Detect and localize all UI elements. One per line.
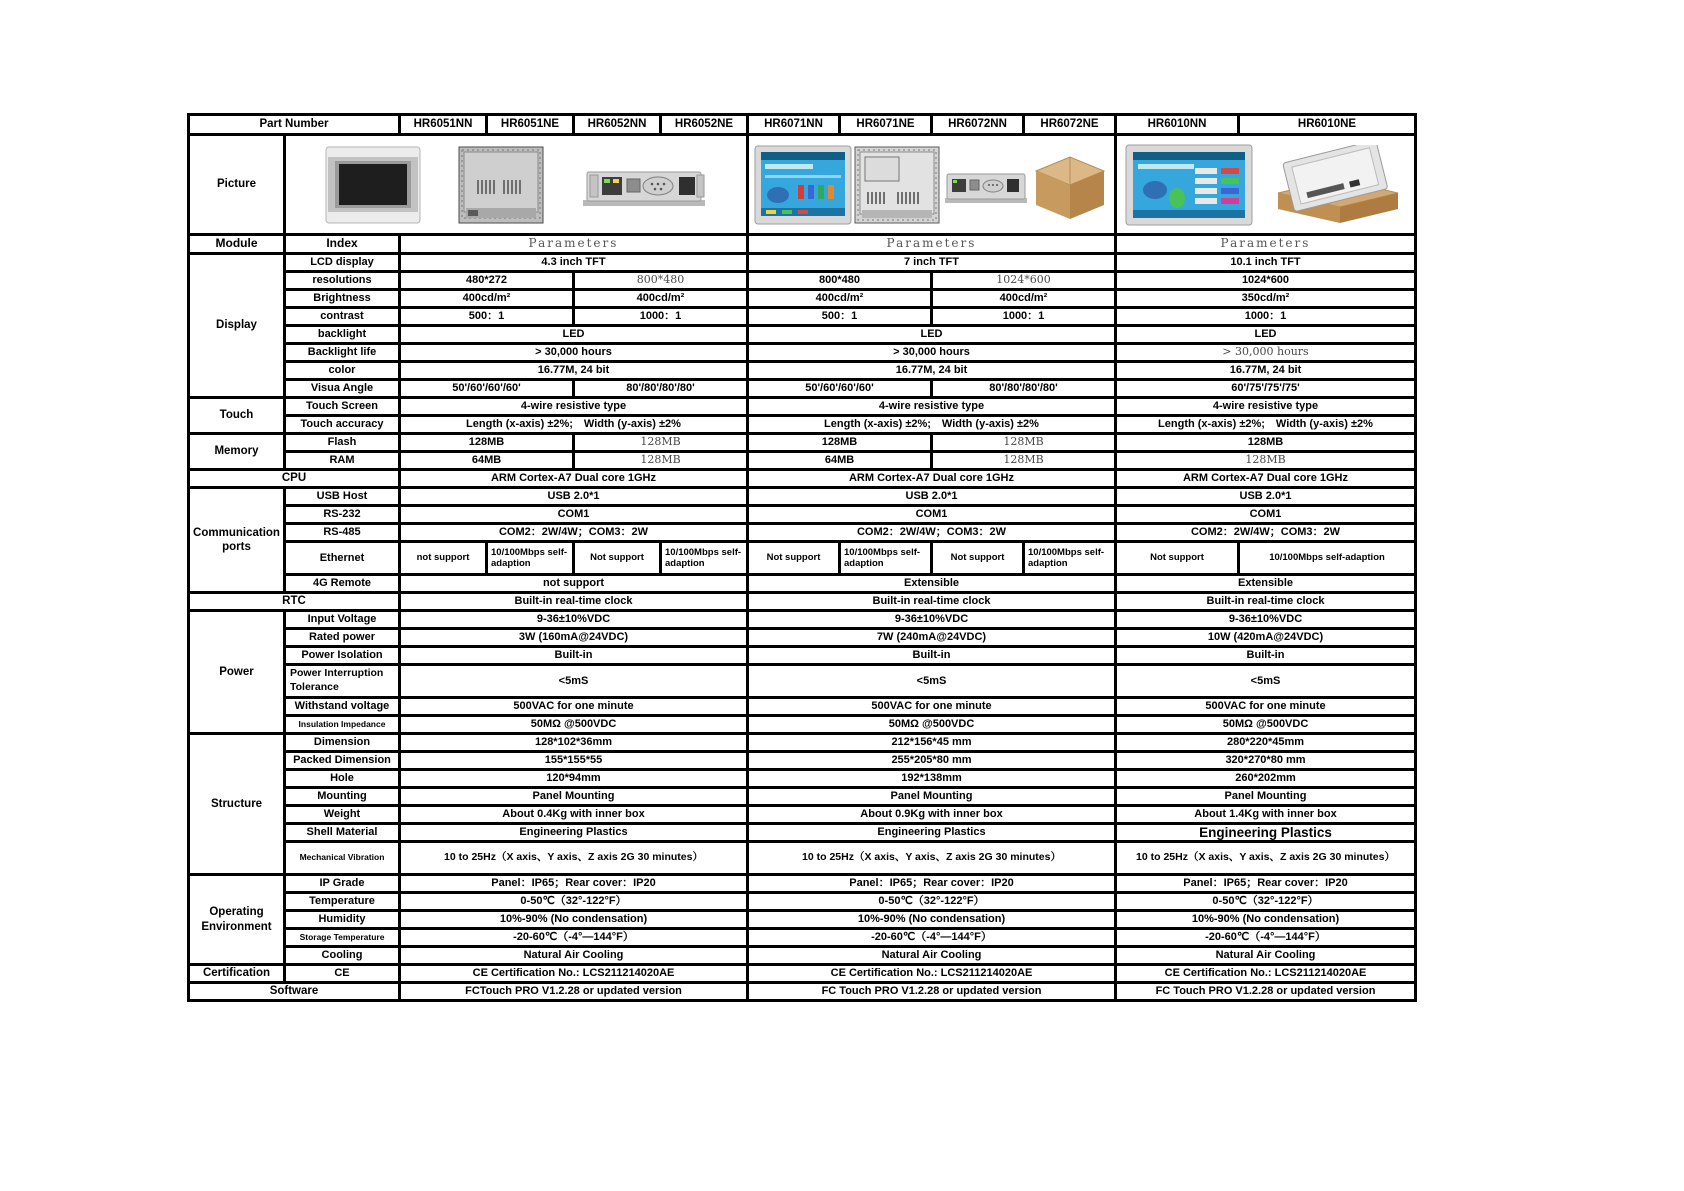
value-cooling-g2-c1: Natural Air Cooling — [749, 948, 1114, 963]
value-visua-angle-g2-c2: 80'/80'/80'/80' — [933, 381, 1114, 396]
value-packed-dimension-g2-c1: 255*205*80 mm — [749, 753, 1114, 768]
picture-cell-group1 — [286, 136, 746, 233]
value-ethernet-g1-c3: Not support — [575, 543, 659, 573]
value-resolutions-g1-c2: 800*480 — [575, 273, 746, 288]
value-backlight-g3-c1: LED — [1117, 327, 1414, 342]
row-label-power-interruption-tolerance: Power Interruption Tolerance — [286, 666, 398, 696]
row-label-hole: Hole — [286, 771, 398, 786]
picture-cell-group2 — [749, 136, 1114, 233]
value-humidity-g3-c1: 10%-90% (No condensation) — [1117, 912, 1414, 927]
value-touch-accuracy-g2-c1: Length (x-axis) ±2%; Width (y-axis) ±2% — [749, 417, 1114, 432]
photo-hmi-10-1-on-packing-box — [1260, 145, 1406, 225]
row-label-insulation-impedance: Insulation Impedance — [286, 717, 398, 732]
part-number-hr6010ne: HR6010NE — [1240, 116, 1414, 133]
spec-row-rated-power — [190, 630, 1414, 645]
value-ce-g1-c1: CE Certification No.: LCS211214020AE — [401, 966, 746, 981]
photo-packing-box — [1031, 149, 1109, 221]
spec-row-touch-accuracy — [190, 417, 1414, 432]
value-resolutions-g1-c1: 480*272 — [401, 273, 572, 288]
spec-row-ip-grade — [190, 876, 1414, 891]
picture-row — [190, 136, 1414, 233]
spec-row-4g-remote — [190, 576, 1414, 591]
value-color-g1-c1: 16.77M, 24 bit — [401, 363, 746, 378]
value-storage-temperature-g3-c1: -20-60℃（-4°—144°F） — [1117, 930, 1414, 945]
row-label-withstand-voltage: Withstand voltage — [286, 699, 398, 714]
row-label-cpu: CPU — [190, 471, 398, 486]
value-visua-angle-g1-c2: 80'/80'/80'/80' — [575, 381, 746, 396]
value-ce-g3-c1: CE Certification No.: LCS211214020AE — [1117, 966, 1414, 981]
value-backlight-g1-c1: LED — [401, 327, 746, 342]
value-ip-grade-g3-c1: Panel：IP65；Rear cover：IP20 — [1117, 876, 1414, 891]
columns-header-row — [190, 236, 1414, 252]
spec-row-packed-dimension — [190, 753, 1414, 768]
value-color-g2-c1: 16.77M, 24 bit — [749, 363, 1114, 378]
value-ethernet-g2-c4: 10/100Mbps self-adaption — [1025, 543, 1114, 573]
row-label-usb-host: USB Host — [286, 489, 398, 504]
spec-table — [187, 113, 1417, 1002]
spec-row-ram — [190, 453, 1414, 468]
value-insulation-impedance-g1-c1: 50MΩ @500VDC — [401, 717, 746, 732]
value-ethernet-g1-c4: 10/100Mbps self-adaption — [662, 543, 746, 573]
value-cooling-g1-c1: Natural Air Cooling — [401, 948, 746, 963]
value-mechanical-vibration-g2-c1: 10 to 25Hz（X axis、Y axis、Z axis 2G 30 minutes） — [749, 843, 1114, 873]
value-ram-g3-c1: 128MB — [1117, 453, 1414, 468]
value-backlight-life-g2-c1: > 30,000 hours — [749, 345, 1114, 360]
value-dimension-g1-c1: 128*102*36mm — [401, 735, 746, 750]
value-usb-host-g1-c1: USB 2.0*1 — [401, 489, 746, 504]
value-rs-485-g1-c1: COM2：2W/4W；COM3：2W — [401, 525, 746, 540]
spec-row-power-isolation — [190, 648, 1414, 663]
row-label-4g-remote: 4G Remote — [286, 576, 398, 591]
value-software-g3-c1: FC Touch PRO V1.2.28 or updated version — [1117, 984, 1414, 999]
value-4g-remote-g2-c1: Extensible — [749, 576, 1114, 591]
value-4g-remote-g1-c1: not support — [401, 576, 746, 591]
spec-row-touch-screen — [190, 399, 1414, 414]
row-label-ce: CE — [286, 966, 398, 981]
row-label-ram: RAM — [286, 453, 398, 468]
value-temperature-g1-c1: 0-50℃（32°-122°F） — [401, 894, 746, 909]
value-lcd-display-g2-c1: 7 inch TFT — [749, 255, 1114, 270]
value-rs-232-g1-c1: COM1 — [401, 507, 746, 522]
value-ethernet-g1-c2: 10/100Mbps self-adaption — [488, 543, 572, 573]
value-touch-screen-g3-c1: 4-wire resistive type — [1117, 399, 1414, 414]
row-label-touch-accuracy: Touch accuracy — [286, 417, 398, 432]
row-label-dimension: Dimension — [286, 735, 398, 750]
value-rated-power-g2-c1: 7W (240mA@24VDC) — [749, 630, 1114, 645]
row-label-backlight: backlight — [286, 327, 398, 342]
spec-row-visua-angle — [190, 381, 1414, 396]
row-label-flash: Flash — [286, 435, 398, 450]
value-ethernet-g2-c1: Not support — [749, 543, 838, 573]
value-flash-g3-c1: 128MB — [1117, 435, 1414, 450]
value-lcd-display-g1-c1: 4.3 inch TFT — [401, 255, 746, 270]
spec-row-weight — [190, 807, 1414, 822]
part-number-hr6071nn: HR6071NN — [749, 116, 838, 133]
value-input-voltage-g3-c1: 9-36±10%VDC — [1117, 612, 1414, 627]
value-shell-material-g2-c1: Engineering Plastics — [749, 825, 1114, 840]
module-cell-touch: Touch — [190, 399, 283, 432]
value-packed-dimension-g3-c1: 320*270*80 mm — [1117, 753, 1414, 768]
row-label-software: Software — [190, 984, 398, 999]
value-rs-232-g2-c1: COM1 — [749, 507, 1114, 522]
value-software-g2-c1: FC Touch PRO V1.2.28 or updated version — [749, 984, 1114, 999]
spec-row-humidity — [190, 912, 1414, 927]
value-cooling-g3-c1: Natural Air Cooling — [1117, 948, 1414, 963]
value-hole-g1-c1: 120*94mm — [401, 771, 746, 786]
row-label-temperature: Temperature — [286, 894, 398, 909]
value-rs-485-g3-c1: COM2：2W/4W；COM3：2W — [1117, 525, 1414, 540]
spec-row-cpu — [190, 471, 1414, 486]
part-number-hr6072nn: HR6072NN — [933, 116, 1022, 133]
value-ram-g2-c2: 128MB — [933, 453, 1114, 468]
spec-row-mechanical-vibration — [190, 843, 1414, 873]
spec-row-backlight-life — [190, 345, 1414, 360]
row-label-touch-screen: Touch Screen — [286, 399, 398, 414]
spec-row-contrast — [190, 309, 1414, 324]
value-ethernet-g1-c1: not support — [401, 543, 485, 573]
value-rs-232-g3-c1: COM1 — [1117, 507, 1414, 522]
value-mounting-g3-c1: Panel Mounting — [1117, 789, 1414, 804]
value-ethernet-g3-c2: 10/100Mbps self-adaption — [1240, 543, 1414, 573]
value-ethernet-g3-c1: Not support — [1117, 543, 1237, 573]
value-touch-screen-g1-c1: 4-wire resistive type — [401, 399, 746, 414]
value-input-voltage-g2-c1: 9-36±10%VDC — [749, 612, 1114, 627]
row-label-shell-material: Shell Material — [286, 825, 398, 840]
value-flash-g2-c1: 128MB — [749, 435, 930, 450]
part-number-hr6051nn: HR6051NN — [401, 116, 485, 133]
value-touch-screen-g2-c1: 4-wire resistive type — [749, 399, 1114, 414]
spec-row-lcd-display — [190, 255, 1414, 270]
module-header: Module — [190, 236, 283, 252]
value-weight-g2-c1: About 0.9Kg with inner box — [749, 807, 1114, 822]
value-rated-power-g3-c1: 10W (420mA@24VDC) — [1117, 630, 1414, 645]
value-touch-accuracy-g1-c1: Length (x-axis) ±2%; Width (y-axis) ±2% — [401, 417, 746, 432]
row-label-power-isolation: Power Isolation — [286, 648, 398, 663]
value-contrast-g3-c1: 1000：1 — [1117, 309, 1414, 324]
value-mechanical-vibration-g3-c1: 10 to 25Hz（X axis、Y axis、Z axis 2G 30 minutes） — [1117, 843, 1414, 873]
photo-strip-group1 — [288, 146, 744, 224]
spec-row-dimension — [190, 735, 1414, 750]
value-humidity-g1-c1: 10%-90% (No condensation) — [401, 912, 746, 927]
value-mechanical-vibration-g1-c1: 10 to 25Hz（X axis、Y axis、Z axis 2G 30 minutes） — [401, 843, 746, 873]
module-cell-memory: Memory — [190, 435, 283, 468]
photo-hmi-4-3-front-view — [325, 146, 421, 224]
parameters-header-g1: Parameters — [401, 236, 746, 252]
value-rs-485-g2-c1: COM2：2W/4W；COM3：2W — [749, 525, 1114, 540]
row-label-brightness: Brightness — [286, 291, 398, 306]
value-usb-host-g3-c1: USB 2.0*1 — [1117, 489, 1414, 504]
row-label-rtc: RTC — [190, 594, 398, 609]
row-label-rs-485: RS-485 — [286, 525, 398, 540]
spec-row-resolutions — [190, 273, 1414, 288]
part-number-header-row — [190, 116, 1414, 133]
value-withstand-voltage-g2-c1: 500VAC for one minute — [749, 699, 1114, 714]
value-visua-angle-g1-c1: 50'/60'/60'/60' — [401, 381, 572, 396]
value-rated-power-g1-c1: 3W (160mA@24VDC) — [401, 630, 746, 645]
value-ethernet-g2-c3: Not support — [933, 543, 1022, 573]
value-insulation-impedance-g3-c1: 50MΩ @500VDC — [1117, 717, 1414, 732]
row-label-packed-dimension: Packed Dimension — [286, 753, 398, 768]
row-label-rs-232: RS-232 — [286, 507, 398, 522]
value-resolutions-g3-c1: 1024*600 — [1117, 273, 1414, 288]
value-ram-g2-c1: 64MB — [749, 453, 930, 468]
value-contrast-g1-c1: 500：1 — [401, 309, 572, 324]
value-brightness-g3-c1: 350cd/m² — [1117, 291, 1414, 306]
row-label-mechanical-vibration: Mechanical Vibration — [286, 843, 398, 873]
value-temperature-g2-c1: 0-50℃（32°-122°F） — [749, 894, 1114, 909]
value-dimension-g3-c1: 280*220*45mm — [1117, 735, 1414, 750]
value-flash-g1-c2: 128MB — [575, 435, 746, 450]
module-cell-structure: Structure — [190, 735, 283, 873]
picture-label: Picture — [190, 136, 283, 233]
value-dimension-g2-c1: 212*156*45 mm — [749, 735, 1114, 750]
value-ip-grade-g2-c1: Panel：IP65；Rear cover：IP20 — [749, 876, 1114, 891]
value-power-interruption-tolerance-g3-c1: <5mS — [1117, 666, 1414, 696]
value-storage-temperature-g2-c1: -20-60℃（-4°—144°F） — [749, 930, 1114, 945]
row-label-resolutions: resolutions — [286, 273, 398, 288]
value-rtc-g2-c1: Built-in real-time clock — [749, 594, 1114, 609]
row-label-color: color — [286, 363, 398, 378]
value-color-g3-c1: 16.77M, 24 bit — [1117, 363, 1414, 378]
value-ethernet-g2-c2: 10/100Mbps self-adaption — [841, 543, 930, 573]
row-label-humidity: Humidity — [286, 912, 398, 927]
value-power-isolation-g2-c1: Built-in — [749, 648, 1114, 663]
value-power-interruption-tolerance-g1-c1: <5mS — [401, 666, 746, 696]
row-label-weight: Weight — [286, 807, 398, 822]
row-label-ethernet: Ethernet — [286, 543, 398, 573]
part-number-hr6072ne: HR6072NE — [1025, 116, 1114, 133]
value-storage-temperature-g1-c1: -20-60℃（-4°—144°F） — [401, 930, 746, 945]
value-power-isolation-g3-c1: Built-in — [1117, 648, 1414, 663]
spec-row-ethernet — [190, 543, 1414, 573]
value-visua-angle-g3-c1: 60'/75'/75'/75' — [1117, 381, 1414, 396]
value-usb-host-g2-c1: USB 2.0*1 — [749, 489, 1114, 504]
value-visua-angle-g2-c1: 50'/60'/60'/60' — [749, 381, 930, 396]
photo-hmi-7-side-ports-view — [943, 154, 1029, 216]
row-label-ip-grade: IP Grade — [286, 876, 398, 891]
part-number-label: Part Number — [190, 116, 398, 133]
picture-cell-group3 — [1117, 136, 1414, 233]
spec-row-cooling — [190, 948, 1414, 963]
value-flash-g1-c1: 128MB — [401, 435, 572, 450]
module-cell-operating-environment: Operating Environment — [190, 876, 283, 963]
row-label-mounting: Mounting — [286, 789, 398, 804]
spec-row-usb-host — [190, 489, 1414, 504]
value-mounting-g1-c1: Panel Mounting — [401, 789, 746, 804]
spec-row-storage-temperature — [190, 930, 1414, 945]
spec-row-shell-material — [190, 825, 1414, 840]
spec-row-ce — [190, 966, 1414, 981]
row-label-lcd-display: LCD display — [286, 255, 398, 270]
value-insulation-impedance-g2-c1: 50MΩ @500VDC — [749, 717, 1114, 732]
value-temperature-g3-c1: 0-50℃（32°-122°F） — [1117, 894, 1414, 909]
value-humidity-g2-c1: 10%-90% (No condensation) — [749, 912, 1114, 927]
spec-row-color — [190, 363, 1414, 378]
value-shell-material-g3-c1: Engineering Plastics — [1117, 825, 1414, 840]
value-lcd-display-g3-c1: 10.1 inch TFT — [1117, 255, 1414, 270]
photo-hmi-7-back-view — [854, 146, 940, 224]
value-ram-g1-c2: 128MB — [575, 453, 746, 468]
value-weight-g3-c1: About 1.4Kg with inner box — [1117, 807, 1414, 822]
value-ram-g1-c1: 64MB — [401, 453, 572, 468]
module-cell-power: Power — [190, 612, 283, 732]
spec-row-software — [190, 984, 1414, 999]
value-weight-g1-c1: About 0.4Kg with inner box — [401, 807, 746, 822]
spec-row-rtc — [190, 594, 1414, 609]
row-label-input-voltage: Input Voltage — [286, 612, 398, 627]
parameters-header-g3: Parameters — [1117, 236, 1414, 252]
value-touch-accuracy-g3-c1: Length (x-axis) ±2%; Width (y-axis) ±2% — [1117, 417, 1414, 432]
row-label-storage-temperature: Storage Temperature — [286, 930, 398, 945]
value-contrast-g1-c2: 1000：1 — [575, 309, 746, 324]
photo-strip-group3 — [1119, 144, 1412, 226]
spec-row-power-interruption-tolerance — [190, 666, 1414, 696]
module-cell-display: Display — [190, 255, 283, 396]
value-mounting-g2-c1: Panel Mounting — [749, 789, 1114, 804]
value-resolutions-g2-c1: 800*480 — [749, 273, 930, 288]
value-contrast-g2-c2: 1000：1 — [933, 309, 1114, 324]
value-brightness-g2-c2: 400cd/m² — [933, 291, 1114, 306]
part-number-hr6010nn: HR6010NN — [1117, 116, 1237, 133]
value-packed-dimension-g1-c1: 155*155*55 — [401, 753, 746, 768]
photo-hmi-7-front-view — [754, 145, 852, 225]
value-contrast-g2-c1: 500：1 — [749, 309, 930, 324]
value-withstand-voltage-g3-c1: 500VAC for one minute — [1117, 699, 1414, 714]
value-power-isolation-g1-c1: Built-in — [401, 648, 746, 663]
value-hole-g2-c1: 192*138mm — [749, 771, 1114, 786]
value-backlight-g2-c1: LED — [749, 327, 1114, 342]
spec-row-rs-485 — [190, 525, 1414, 540]
parameters-header-g2: Parameters — [749, 236, 1114, 252]
value-brightness-g1-c1: 400cd/m² — [401, 291, 572, 306]
value-cpu-g1-c1: ARM Cortex-A7 Dual core 1GHz — [401, 471, 746, 486]
value-input-voltage-g1-c1: 9-36±10%VDC — [401, 612, 746, 627]
spec-table-wrapper — [187, 113, 1417, 1002]
value-software-g1-c1: FCTouch PRO V1.2.28 or updated version — [401, 984, 746, 999]
part-number-hr6052nn: HR6052NN — [575, 116, 659, 133]
value-cpu-g3-c1: ARM Cortex-A7 Dual core 1GHz — [1117, 471, 1414, 486]
row-label-visua-angle: Visua Angle — [286, 381, 398, 396]
row-label-contrast: contrast — [286, 309, 398, 324]
spec-row-rs-232 — [190, 507, 1414, 522]
value-backlight-life-g1-c1: > 30,000 hours — [401, 345, 746, 360]
spec-row-temperature — [190, 894, 1414, 909]
spec-row-flash — [190, 435, 1414, 450]
value-shell-material-g1-c1: Engineering Plastics — [401, 825, 746, 840]
spec-row-backlight — [190, 327, 1414, 342]
row-label-cooling: Cooling — [286, 948, 398, 963]
value-brightness-g1-c2: 400cd/m² — [575, 291, 746, 306]
spec-row-brightness — [190, 291, 1414, 306]
value-hole-g3-c1: 260*202mm — [1117, 771, 1414, 786]
spec-row-mounting — [190, 789, 1414, 804]
part-number-hr6052ne: HR6052NE — [662, 116, 746, 133]
spec-row-insulation-impedance — [190, 717, 1414, 732]
spec-row-hole — [190, 771, 1414, 786]
value-backlight-life-g3-c1: > 30,000 hours — [1117, 345, 1414, 360]
photo-hmi-side-ports-view — [581, 146, 707, 224]
photo-hmi-10-1-front-view — [1125, 144, 1253, 226]
value-flash-g2-c2: 128MB — [933, 435, 1114, 450]
value-rtc-g3-c1: Built-in real-time clock — [1117, 594, 1414, 609]
row-label-backlight-life: Backlight life — [286, 345, 398, 360]
part-number-hr6071ne: HR6071NE — [841, 116, 930, 133]
value-cpu-g2-c1: ARM Cortex-A7 Dual core 1GHz — [749, 471, 1114, 486]
module-cell-certification: Certification — [190, 966, 283, 981]
part-number-hr6051ne: HR6051NE — [488, 116, 572, 133]
index-header: Index — [286, 236, 398, 252]
value-brightness-g2-c1: 400cd/m² — [749, 291, 930, 306]
value-resolutions-g2-c2: 1024*600 — [933, 273, 1114, 288]
photo-strip-group2 — [751, 145, 1112, 225]
spec-row-withstand-voltage — [190, 699, 1414, 714]
value-rtc-g1-c1: Built-in real-time clock — [401, 594, 746, 609]
spec-row-input-voltage — [190, 612, 1414, 627]
photo-hmi-4-3-back-view — [458, 146, 544, 224]
value-4g-remote-g3-c1: Extensible — [1117, 576, 1414, 591]
value-ce-g2-c1: CE Certification No.: LCS211214020AE — [749, 966, 1114, 981]
value-withstand-voltage-g1-c1: 500VAC for one minute — [401, 699, 746, 714]
value-ip-grade-g1-c1: Panel：IP65；Rear cover：IP20 — [401, 876, 746, 891]
row-label-rated-power: Rated power — [286, 630, 398, 645]
value-power-interruption-tolerance-g2-c1: <5mS — [749, 666, 1114, 696]
module-cell-communication-ports: Communication ports — [190, 489, 283, 591]
